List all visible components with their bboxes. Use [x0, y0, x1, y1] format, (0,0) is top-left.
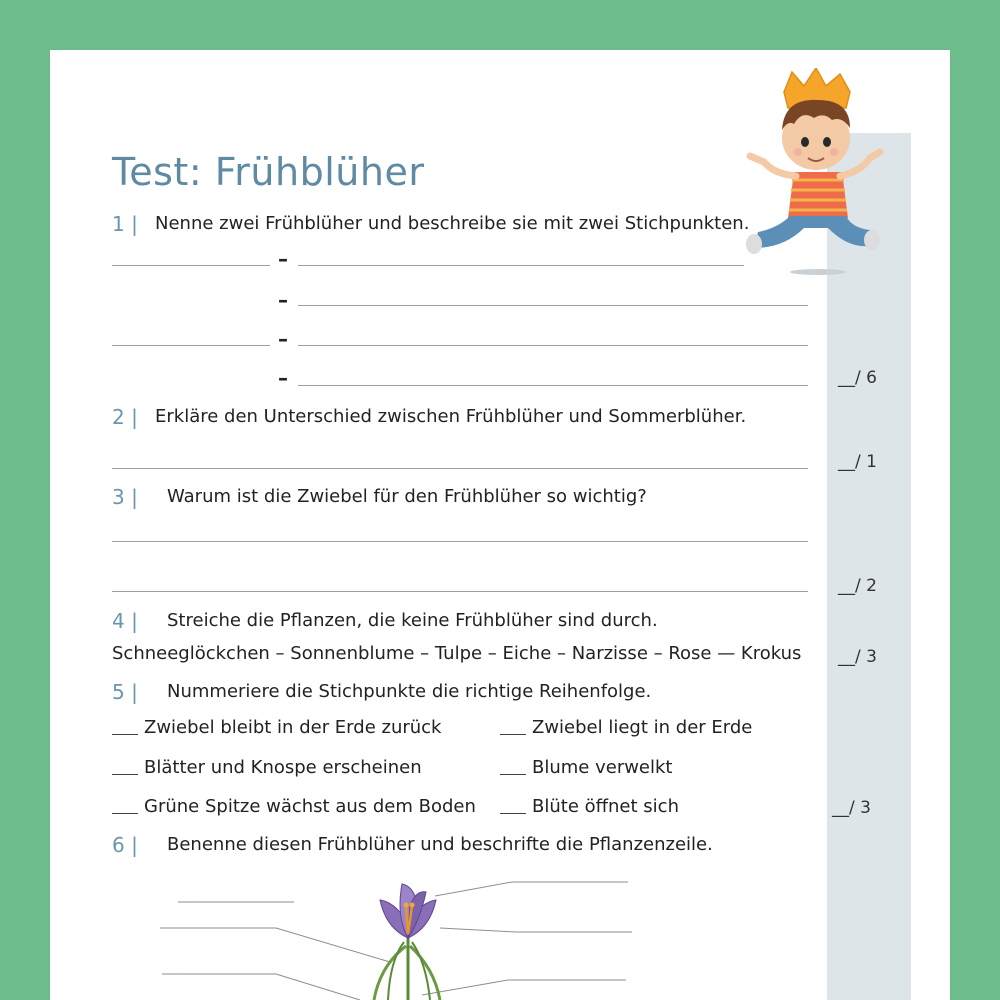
question-5-score: __/ 3 — [832, 798, 871, 818]
question-1-number: 1 | — [112, 212, 138, 236]
dash: – — [278, 327, 288, 351]
question-4-number: 4 | — [112, 609, 138, 633]
answer-line[interactable] — [298, 305, 808, 306]
question-5-number: 5 | — [112, 680, 138, 704]
dash: – — [278, 247, 288, 271]
question-3-score: __/ 2 — [838, 576, 877, 596]
number-blank[interactable] — [500, 734, 526, 735]
sequence-item: Blätter und Knospe erscheinen — [112, 757, 422, 778]
worksheet — [50, 50, 950, 1000]
answer-line[interactable] — [298, 265, 744, 266]
question-3-text: Warum ist die Zwiebel für den Frühblüher so wichtig? — [167, 486, 647, 507]
dash: – — [278, 366, 288, 390]
answer-line[interactable] — [112, 468, 808, 469]
number-blank[interactable] — [112, 813, 138, 814]
page-title: Test: Frühblüher — [112, 150, 425, 194]
number-blank[interactable] — [500, 774, 526, 775]
question-1-score: __/ 6 — [838, 368, 877, 388]
question-3-number: 3 | — [112, 485, 138, 509]
sequence-item: Grüne Spitze wächst aus dem Boden — [112, 796, 476, 817]
question-6-text: Benenne diesen Frühblüher und beschrifte die Pflanzenzeile. — [167, 834, 713, 855]
answer-line[interactable] — [112, 345, 270, 346]
sequence-item: Zwiebel bleibt in der Erde zurück — [112, 717, 441, 738]
answer-line[interactable] — [298, 385, 808, 386]
dash: – — [278, 288, 288, 312]
answer-line[interactable] — [112, 591, 808, 592]
sequence-item: Blüte öffnet sich — [500, 796, 679, 817]
question-6-number: 6 | — [112, 833, 138, 857]
number-blank[interactable] — [112, 734, 138, 735]
question-5-text: Nummeriere die Stichpunkte die richtige Reihenfolge. — [167, 681, 652, 702]
number-blank[interactable] — [500, 813, 526, 814]
question-4-text: Streiche die Pflanzen, die keine Frühblüher sind durch. — [167, 610, 658, 631]
question-1-text: Nenne zwei Frühblüher und beschreibe sie mit zwei Stichpunkten. — [155, 213, 750, 234]
number-blank[interactable] — [112, 774, 138, 775]
sequence-item: Zwiebel liegt in der Erde — [500, 717, 752, 738]
answer-line[interactable] — [112, 265, 270, 266]
question-2-number: 2 | — [112, 405, 138, 429]
answer-line[interactable] — [112, 541, 808, 542]
question-4-score: __/ 3 — [838, 647, 877, 667]
question-2-text: Erkläre den Unterschied zwischen Frühblüher und Sommerblüher. — [155, 406, 747, 427]
question-2-score: __/ 1 — [838, 452, 877, 472]
jumping-boy-illustration — [738, 68, 884, 278]
sequence-item: Blume verwelkt — [500, 757, 673, 778]
plant-list[interactable]: Schneeglöckchen – Sonnenblume – Tulpe – Eiche – Narzisse – Rose — Krokus — [112, 643, 802, 664]
answer-line[interactable] — [298, 345, 808, 346]
crocus-illustration — [360, 876, 460, 1000]
